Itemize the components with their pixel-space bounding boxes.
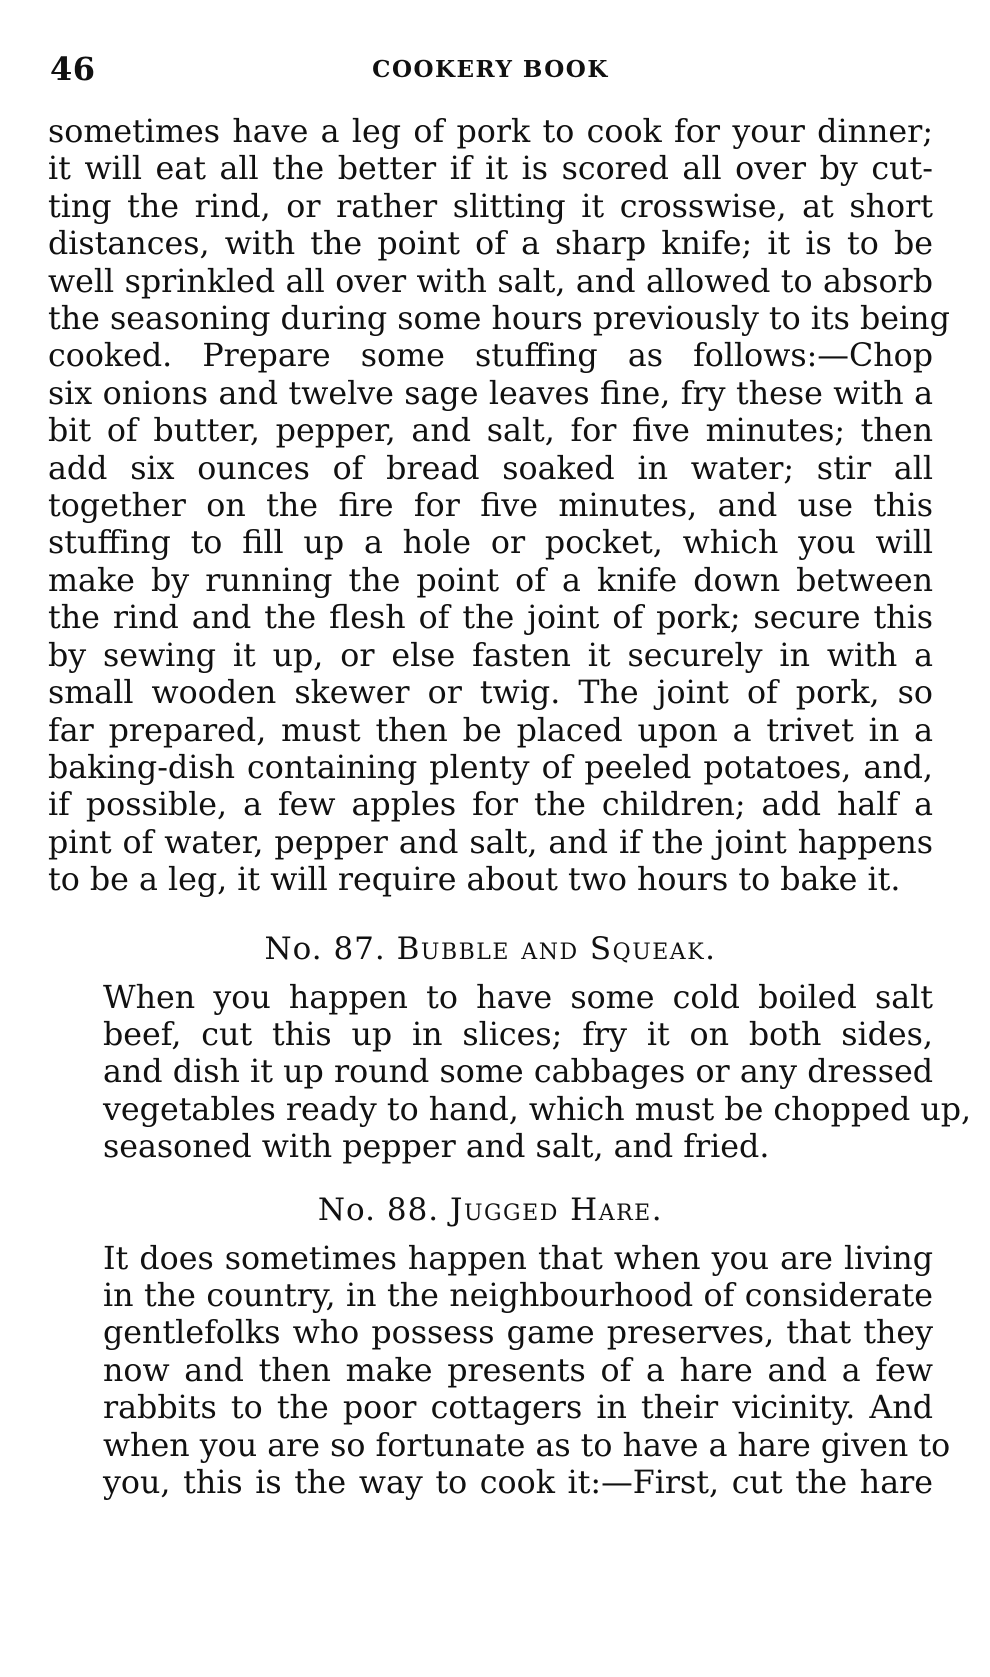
text-line: rabbits to the poor cottagers in their vicinity. And bbox=[103, 1390, 933, 1427]
recipe-title: Jugged Hare. bbox=[450, 1191, 664, 1228]
text-line: seasoned with pepper and salt, and fried. bbox=[103, 1129, 770, 1166]
text-line: It does sometimes happen that when you are living bbox=[103, 1240, 933, 1277]
continued-paragraph bbox=[48, 114, 950, 900]
recipe-number: No. 88. bbox=[317, 1191, 440, 1228]
text-line: vegetables ready to hand, which must be chopped up, bbox=[103, 1091, 972, 1128]
recipe-title: Bubble and Squeak. bbox=[396, 930, 717, 967]
text-line: When you happen to have some cold boiled salt bbox=[103, 979, 933, 1016]
text-line: pint of water, pepper and salt, and if the joint happens bbox=[48, 824, 933, 861]
text-line: ting the rind, or rather slitting it crosswise, at short bbox=[48, 188, 933, 225]
book-page bbox=[48, 48, 972, 1648]
text-line: to be a leg, it will require about two hours to bake it. bbox=[48, 862, 901, 899]
text-line: make by running the point of a knife down between bbox=[48, 562, 933, 599]
page-number: 46 bbox=[50, 50, 96, 88]
text-line: it will eat all the better if it is scored all over by cut- bbox=[48, 151, 933, 188]
text-line: gentlefolks who possess game preserves, that they bbox=[103, 1315, 933, 1352]
text-line: beef, cut this up in slices; fry it on both sides, bbox=[103, 1016, 933, 1053]
book-title: COOKERY BOOK bbox=[372, 56, 609, 83]
text-line: by sewing it up, or else fasten it securely in with a bbox=[48, 637, 933, 674]
text-line: now and then make presents of a hare and a few bbox=[103, 1352, 933, 1389]
text-line: far prepared, must then be placed upon a trivet in a bbox=[48, 712, 933, 749]
text-line: well sprinkled all over with salt, and allowed to absorb bbox=[48, 263, 933, 300]
text-line: small wooden skewer or twig. The joint of pork, so bbox=[48, 675, 933, 712]
text-line: cooked. Prepare some stuffing as follows:—Chop bbox=[48, 338, 933, 375]
text-line: in the country, in the neighbourhood of considerate bbox=[103, 1277, 933, 1314]
text-line: sometimes have a leg of pork to cook for your dinner; bbox=[48, 114, 933, 150]
recipe-heading-87 bbox=[48, 928, 933, 970]
text-line: together on the fire for five minutes, and use this bbox=[48, 488, 933, 525]
text-line: the seasoning during some hours previously to its being bbox=[48, 301, 950, 338]
text-line: bit of butter, pepper, and salt, for five minutes; then bbox=[48, 413, 933, 450]
text-line: and dish it up round some cabbages or any dressed bbox=[103, 1054, 933, 1091]
text-line: when you are so fortunate as to have a hare given to bbox=[103, 1427, 951, 1464]
text-line: you, this is the way to cook it:—First, cut the hare bbox=[103, 1465, 933, 1501]
text-line: the rind and the flesh of the joint of pork; secure this bbox=[48, 600, 933, 637]
recipe-heading-88 bbox=[48, 1189, 933, 1231]
recipe-88-paragraph bbox=[48, 1240, 951, 1503]
text-line: add six ounces of bread soaked in water; stir all bbox=[48, 450, 933, 487]
text-line: distances, with the point of a sharp knife; it is to be bbox=[48, 226, 933, 263]
text-line: baking-dish containing plenty of peeled potatoes, and, bbox=[48, 749, 933, 786]
recipe-number: No. 87. bbox=[264, 930, 386, 967]
text-line: if possible, a few apples for the children; add half a bbox=[48, 787, 933, 824]
running-header bbox=[48, 48, 933, 96]
text-line: six onions and twelve sage leaves fine, fry these with a bbox=[48, 375, 933, 412]
recipe-87-paragraph bbox=[48, 979, 972, 1167]
text-line: stuffing to fill up a hole or pocket, which you will bbox=[48, 525, 933, 562]
